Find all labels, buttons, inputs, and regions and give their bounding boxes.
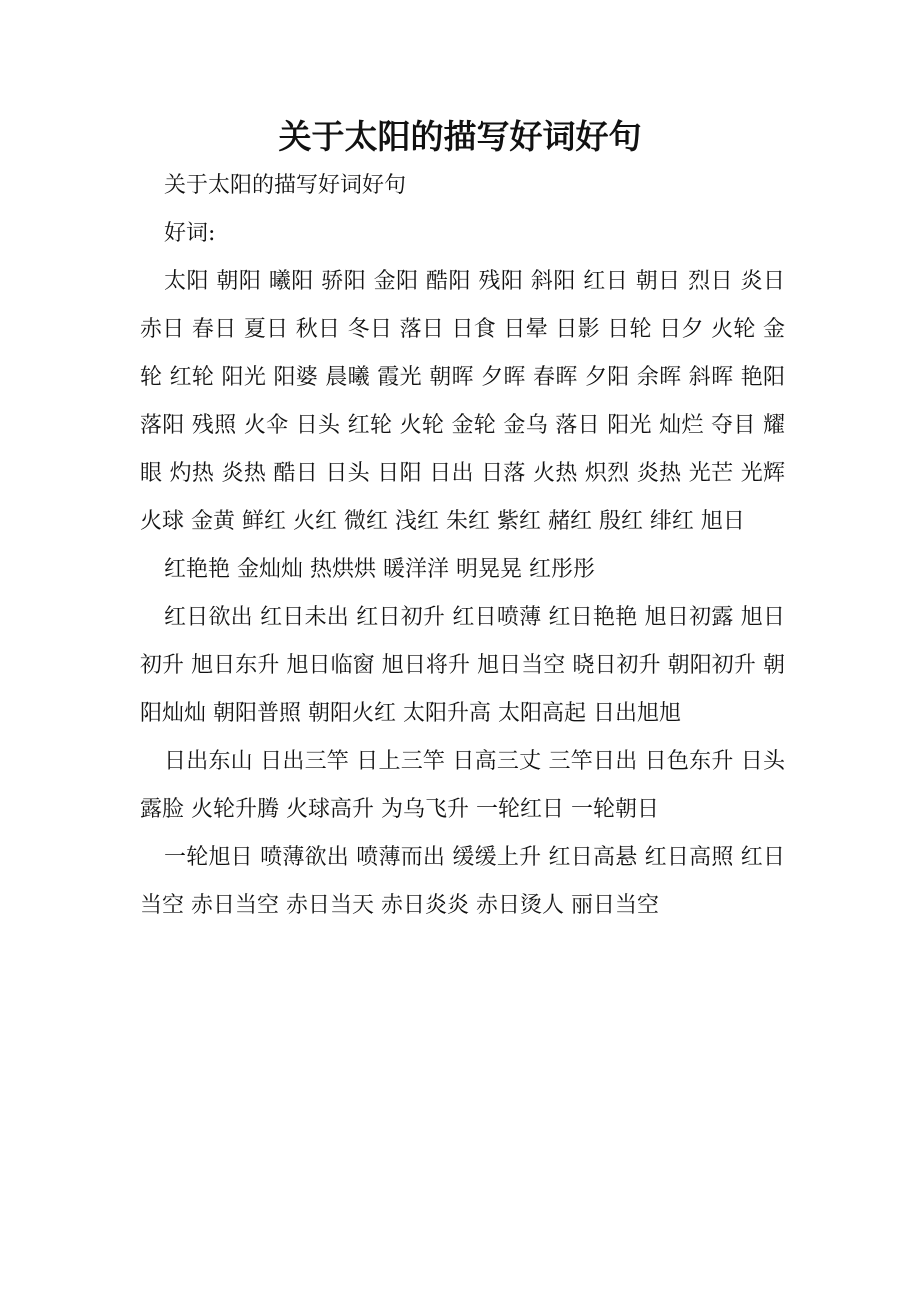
word-list-paragraph: 一轮旭日 喷薄欲出 喷薄而出 缓缓上升 红日高悬 红日高照 红日当空 赤日当空 赤日当天 赤日炎炎 赤日烫人 丽日当空 xyxy=(140,845,785,918)
section-heading-good-words: 好词: xyxy=(164,221,216,246)
document-body xyxy=(140,162,785,930)
document-title: 关于太阳的描写好词好句 xyxy=(278,117,642,156)
word-list-paragraph: 太阳 朝阳 曦阳 骄阳 金阳 酷阳 残阳 斜阳 红日 朝日 烈日 炎日 赤日 春日 夏日 秋日 冬日 落日 日食 日晕 日影 日轮 日夕 火轮 金轮 红轮 阳光 阳婆 晨曦 霞光 朝晖 夕晖 春晖 夕阳 余晖 斜晖 艳阳 落阳 残照 火伞 日头 红轮 火轮 金轮 金乌 落日 阳光 灿烂 夺目 耀眼 灼热 炎热 酷日 日头 日阳 日出 日落 火热 炽烈 炎热 光芒 光辉 火球 金黄 鲜红 火红 微红 浅红 朱红 紫红 赭红 殷红 绯红 旭日 xyxy=(140,269,785,534)
word-list-paragraph: 红日欲出 红日未出 红日初升 红日喷薄 红日艳艳 旭日初露 旭日初升 旭日东升 旭日临窗 旭日将升 旭日当空 晓日初升 朝阳初升 朝阳灿灿 朝阳普照 朝阳火红 太阳升高 太阳高起 日出旭旭 xyxy=(140,605,785,726)
subtitle-paragraph: 关于太阳的描写好词好句 xyxy=(164,173,407,198)
word-list-paragraph: 日出东山 日出三竿 日上三竿 日高三丈 三竿日出 日色东升 日头露脸 火轮升腾 火球高升 为乌飞升 一轮红日 一轮朝日 xyxy=(140,749,785,822)
word-list-paragraph: 红艳艳 金灿灿 热烘烘 暖洋洋 明晃晃 红彤彤 xyxy=(164,557,595,582)
